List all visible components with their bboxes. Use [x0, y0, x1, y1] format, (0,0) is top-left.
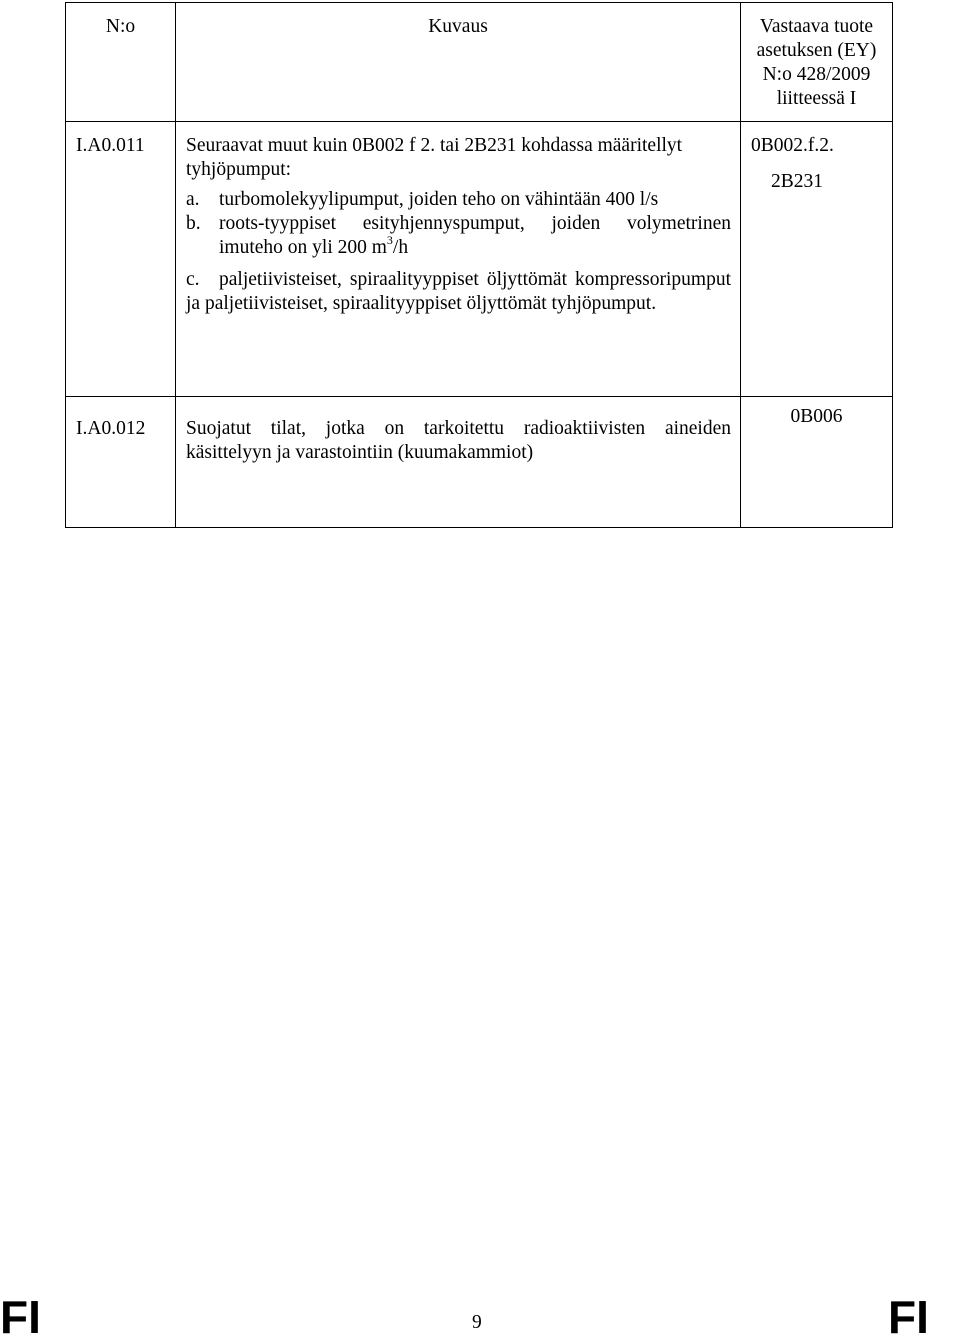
- row-references: [741, 122, 893, 397]
- header-description: Kuvaus: [176, 3, 741, 122]
- list-item-letter: c.: [186, 269, 200, 290]
- table-row: [66, 122, 893, 397]
- row-description: [176, 122, 741, 397]
- table-header-row: [66, 3, 893, 122]
- list-item-text: turbomolekyylipumput, joiden teho on vähintään 400 l/s: [219, 189, 659, 210]
- list-item-text-cont: imuteho on yli 200 m: [219, 237, 387, 258]
- header-reference-line: N:o 428/2009: [762, 64, 871, 85]
- reference-code: 2B231: [771, 171, 824, 192]
- list-item-unit: /h: [392, 237, 409, 258]
- list-item: [186, 268, 731, 316]
- header-number: N:o: [66, 3, 176, 122]
- list-item-letter: a.: [186, 189, 200, 210]
- list-item: [186, 188, 731, 212]
- reference-code: 0B002.f.2.: [751, 135, 834, 156]
- language-code-right: FI: [888, 1291, 929, 1343]
- row-number: I.A0.011: [66, 122, 176, 397]
- row-description: [176, 397, 741, 528]
- header-reference-line: liitteessä I: [776, 88, 857, 109]
- superscript: 3: [386, 232, 393, 247]
- page-number: 9: [472, 1312, 482, 1333]
- list-item-letter: b.: [186, 213, 201, 234]
- header-reference-line: Vastaava tuote: [759, 16, 874, 37]
- row-number: I.A0.012: [66, 397, 176, 528]
- list-item-text: paljetiivisteiset, spiraalityyppiset öljyttömät kompressoripumput ja paljetiivisteiset, spiraalityyppiset öljyttömät tyhjöpumput.: [186, 269, 731, 314]
- row-references: [741, 397, 893, 528]
- row-intro: Seuraavat muut kuin 0B002 f 2. tai 2B231 kohdassa määritellyt tyhjöpumput:: [186, 135, 683, 180]
- row-description-text: Suojatut tilat, jotka on tarkoitettu radioaktiivisten aineiden käsittelyyn ja varastointiin (kuumakammiot): [186, 418, 731, 463]
- list-item-text: roots-tyyppiset esityhjennyspumput, joiden volymetrinen: [219, 213, 731, 234]
- table-row: [66, 397, 893, 528]
- classification-table: [65, 2, 893, 528]
- reference-code: 0B006: [790, 406, 843, 427]
- language-code-left: FI: [0, 1291, 41, 1343]
- header-reference: [741, 3, 893, 122]
- header-reference-line: asetuksen (EY): [756, 40, 877, 61]
- list-item: [186, 212, 731, 260]
